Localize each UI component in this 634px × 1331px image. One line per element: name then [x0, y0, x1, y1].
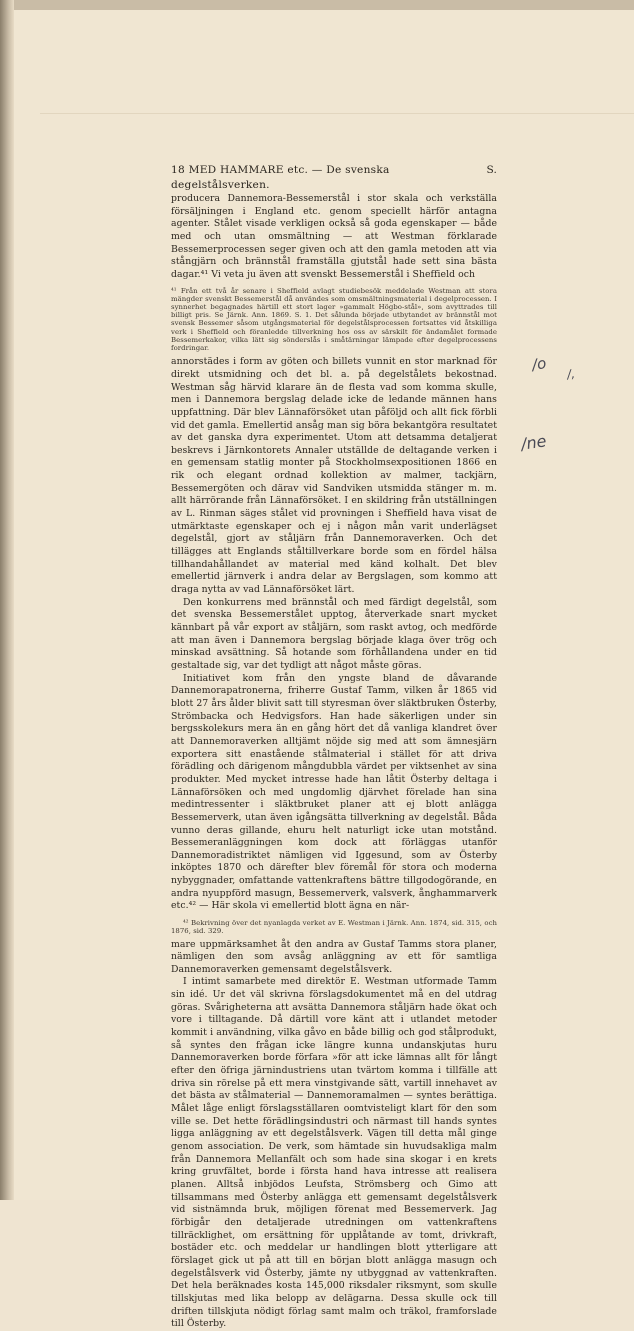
page-top-edge — [0, 0, 634, 10]
paragraph-5: mare uppmärksamhet åt den andra av Gustaf Tamms stora planer, nämligen den som avsåg anläggning av ett för samtliga Dannemoraverken gemensamt degelstålsverk. — [171, 938, 497, 975]
running-header — [171, 163, 497, 193]
paper-fold-line — [40, 113, 634, 114]
paragraph-2: annorstädes i form av göten och billets vunnit en stor marknad för direkt utsmidning och det bl. a. på degelstålets bekostnad. Westman såg härvid klarare än de flesta vad som komma skulle, men i Dannemora bergslag delade icke de ledande männen hans uppfattning. Där blev Lännaförsöket utan påföljd och allt fick förbli vid det gamla. Emellertid ansåg man sig böra bekantgöra resultatet av det ganska dyra experimentet. Utom att detsamma detaljerat beskrevs i Järnkontorets Annaler utställde de deltagande verken i en gemensam statlig monter på Stockholmsexpositionen 1866 en rik och elegant ordnad kollektion av malmer, tackjärn, Bessemergöten och därav vid Sandviken utsmidda stänger m. m. allt härrörande från Lännaförsöket. I en skildring från utställningen av L. Rinman säges stålet vid provningen i Sheffield hava visat de utmärktaste egenskaper och ej i någon mån varit underlägset degelstål, gjort av ståljärn från Dannemoraverken. Och det tillägges att Englands ståltillverkare borde som en fördel hälsa tillhandahållandet av material med känd kolhalt. Det blev emellertid järnverk i andra delar av Bergslagen, som kommo att draga nytta av vad Lännaförsöket lärt. — [171, 356, 497, 596]
paragraph-4: Initiativet kom från den yngste bland de dåvarande Dannemorapatronerna, friherre Gustaf Tamm, vilken år 1865 vid blott 27 års ålder blivit satt till styresman över släktbruken Österby, Strömbacka och Hedvigsfors. Han hade säkerligen under sin bergsskolekurs mera än en gång hört det då vanliga klandret över att Dannemoraverken alltjämt nöjde sig med att som ämnesjärn exportera sitt enastående stålmaterial i stället för att driva förädling och därigenom mångdubbla värdet per viktsenhet av sina produkter. Med mycket intresse hade han låtit Österby deltaga i Lännaförsöken och med ungdomlig djärvhet förelade han sina medintressenter i släktbruket planer att ej blott anlägga Bessemerverk, utan även igångsätta tillverkning av degelstål. Båda vunno deras gillande, ehuru helt naturligt icke utan motstånd. Bessemeranläggningen kom dock att förläggas utanför Dannemoradistriktet nämligen vid Iggesund, som av Österby inköptes 1870 och därefter blev föremål för stora och moderna nybyggnader, omfattande vattenkraftens bättre tillgodogörande, en andra nyuppförd masugn, Bessemerverk, valsverk, ånghammarverk etc.⁴² — Här skola vi emellertid blott ägna en när- — [171, 672, 497, 912]
margin-proof-mark-3: /ne — [519, 431, 548, 454]
footnote-42: ⁴² Bekrivning över det nyanlagda verket av E. Westman i Järnk. Ann. 1874, sid. 315, och 1876, sid. 329. — [171, 919, 497, 936]
running-header-title: 18 MED HAMMARE etc. — De svenska degelstålsverken. — [171, 164, 390, 191]
footnote-41: ⁴¹ Från ett två år senare i Sheffield avlagt studiebesök meddelade Westman att stora mängder svenskt Bessemerstål då användes som omsmältningsmaterial i degelprocessen. I synnerhet begagnades härtill ett stort lager »gammalt Högbo-stål», som avyttrades till billigt pris. Se Järnk. Ann. 1869. S. 1. Det sålunda började utbytandet av brännstål mot svensk Bessemer såsom utgångsmaterial för degelstålsprocessen fortsattes vid åtskilliga verk i Sheffield och föranledde tillverkning hos oss av särskilt för ändamålet formade Bessemerkakor, vilka lätt sig sönderslås i småtärningar lämpade efter degelprocessens fordringar. — [171, 286, 497, 353]
margin-proof-mark-1: /o — [530, 354, 548, 374]
paragraph-3: Den konkurrens med brännstål och med färdigt degelstål, som det svenska Bessemerstålet upptog, återverkade snart mycket kännbart på vår export av ståljärn, som raskt avtog, och medförde att man även i Dannemora bergslag började klaga över trög och minskad avsättning. Så hotande som förhållandena under en tid gestaltade sig, var det tydligt att något måste göras. — [171, 596, 497, 671]
margin-proof-mark-2: /, — [566, 366, 576, 382]
running-header-mark: S. — [486, 164, 497, 176]
paragraph-1: producera Dannemora-Bessemerstål i stor skala och verkställa försäljningen i England etc. genom speciellt härför antagna agenter. Stålet visade verkligen också så goda egenskaper — både med och utan omsmältning — att Westman förklarade Bessemerprocessen seger given och att den gamla metoden att via stångjärn och brännstål framställa gjutstål hade sett sina bästa dagar.⁴¹ Vi veta ju även att svenskt Bessemerstål i Sheffield och — [171, 193, 497, 280]
page-left-edge — [0, 0, 14, 1200]
text-column — [171, 163, 497, 1331]
paragraph-6: I intimt samarbete med direktör E. Westman utformade Tamm sin idé. Ur det väl skrivna förslagsdokumentet må en del utdrag göras. Svårigheterna att avsätta Dannemora ståljärn hade ökat och vore i tilltagande. Då därtill vore känt att i utlandet metoder kommit i användning, vilka gåvo en både billig och god stålprodukt, så syntes den frågan icke längre kunna undanskjutas huru Dannemoraverken borde förfara »för att icke lämnas allt för långt efter den öfriga järnindustriens utan tvärtom komma i tillfälle att driva sin rörelse på ett mera vinstgivande sätt, vartill innehavet av det bästa av stålmaterial — Dannemoramalmen — syntes berättiga. Målet låge enligt förslagsställaren oomtvisteligt klart för den som ville se. Det hette förädlingsindustri och närmast till hands syntes ligga anläggning av ett degelstålsverk. Vägen till detta mål ginge genom association. De verk, som hämtade sin huvudsakliga malm från Dannemora Mellanfält och som hade sina skogar i en krets kring gruvfältet, borde i första hand hava intresse att realisera planen. Alltså inbjödos Leufsta, Strömsberg och Gimo att tillsammans med Österby anlägga ett gemensamt degelstålsverk vid sistnämnda bruk, möjligen förenat med Bessemerverk. Jag förbigår den detaljerade utredningen om vattenkraftens tillräcklighet, om ersättning för upplåtande av tomt, drivkraft, bostäder etc. och meddelar ur handlingen blott ytterligare att förslaget gick ut på att till en början blott anlägga masugn och degelstålsverk vid Österby, jämte ny utbyggnad av vattenkraften. Det hela beräknades kosta 145,000 riksdaler riksmynt, som skulle tillskjutas med lika belopp av delägarna. Dessa skulle ock till driften tillskjuta nödigt förlag samt malm och träkol, framforslade till Österby. — [171, 976, 497, 1330]
